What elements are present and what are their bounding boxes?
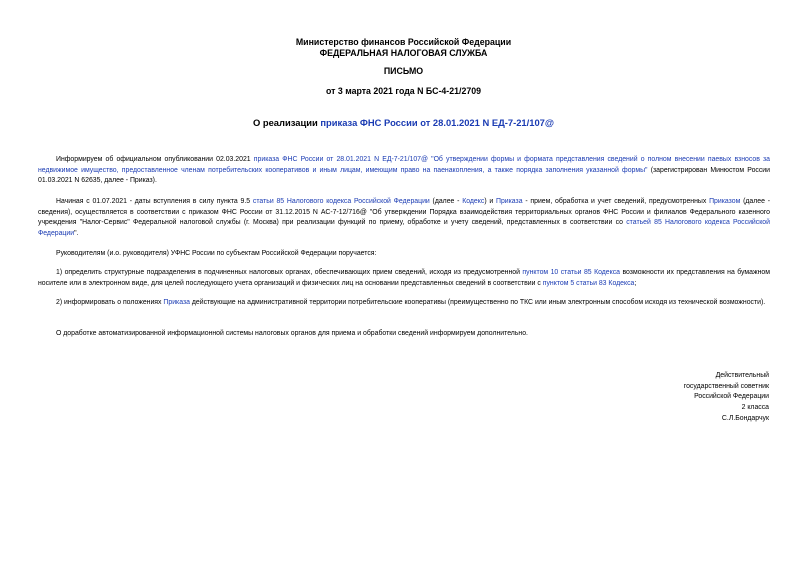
letter-header	[0, 37, 807, 59]
p2-text-2: (далее -	[429, 198, 463, 205]
p1-order-link[interactable]: приказа ФНС России от 28.01.2021 N ЕД-7-21/107@ "Об утверждении формы и формата представления сведений о полном внесении паевых взносов за недвижимое имущество, предоставленное членам потребительских кооперативов и иным лицам, имеющим право на паенакопления, а также порядка заполнения указанной формы"	[38, 156, 771, 174]
signature-block	[684, 371, 769, 425]
p1-text-1: Информируем об официальном опубликовании 02.03.2021	[56, 156, 254, 163]
paragraph-item-1	[38, 268, 770, 289]
paragraph-publication	[38, 155, 770, 187]
p4-article-85-p10-link[interactable]: пунктом 10 статьи 85 Кодекса	[522, 269, 621, 276]
signature-line-1: Действительный	[715, 372, 769, 379]
signature-name: С.Л.Бондарчук	[721, 414, 769, 422]
p1-text-2: (зарегистрирован Минюстом России 01.03.2021 N 62635, далее - Приказ).	[38, 166, 770, 185]
p4-article-83-p5-link[interactable]: пунктом 5 статьи 83 Кодекса	[542, 279, 635, 287]
p5-order-link[interactable]: Приказа	[163, 299, 190, 306]
service-name: ФЕДЕРАЛЬНАЯ НАЛОГОВАЯ СЛУЖБА	[319, 48, 488, 58]
p2-text-6: ".	[74, 229, 79, 237]
letter-subject	[0, 117, 807, 128]
p2-tax-code-link[interactable]: статьи 85 Налогового кодекса Российской Федерации	[252, 198, 430, 205]
p2-text-4: - прием, обработка и учет сведений, предусмотренных	[522, 198, 710, 205]
p2-text-3: ) и	[484, 198, 496, 205]
p4-text-2: возможности их представления на бумажном носителе или в электронном виде, для целей последующего учета организаций и физических лиц на основании представленных сведений в соответствии с	[38, 269, 770, 287]
ministry-name: Министерство финансов Российской Федерации	[295, 37, 512, 47]
p5-text-1: 2) информировать о положениях	[56, 299, 164, 306]
signature-line-4: 2 класса	[741, 404, 769, 412]
paragraph-closing: О доработке автоматизированной информационной системы налоговых органов для приема и обработки сведений информируем дополнительно.	[56, 330, 528, 337]
paragraph-item-2	[38, 298, 770, 309]
p2-article-85-link[interactable]: статьей 85 Налогового кодекса Российской Федерации	[38, 219, 770, 237]
p2-order-link[interactable]: Приказа	[496, 198, 523, 205]
p4-text-1: 1) определить структурные подразделения в подчиненных налоговых органах, обеспечивающих прием сведений, исходя из предусмотренной	[56, 269, 523, 276]
signature-line-2: государственный советник	[683, 382, 769, 390]
doc-date: от 3 марта 2021 года N БС-4-21/2709	[325, 86, 482, 96]
doc-type: ПИСЬМО	[383, 66, 424, 76]
p2-code-link[interactable]: Кодекс	[462, 198, 485, 205]
paragraph-procedure	[38, 197, 770, 239]
paragraph-instruction: Руководителям (и.о. руководителя) УФНС России по субъектам Российской Федерации поручается:	[56, 250, 377, 257]
subject-prefix: О реализации	[252, 117, 321, 128]
subject-order-link[interactable]: приказа ФНС России от 28.01.2021 N ЕД-7-21/107@	[320, 117, 555, 128]
p2-text-1: Начиная с 01.07.2021 - даты вступления в силу пункта 9.5	[56, 198, 253, 205]
p4-text-3: ;	[634, 279, 637, 287]
p2-text-5: (далее - сведения), осуществляется в соответствии с приказом ФНС России от 31.12.2015 N АС-7-12/716@ "Об утверждении Порядка взаимодействия территориальных органов ФНС России и филиалов Федерального казенного учреждения "Налог-Сервис" Федеральной налоговой службы (г. Москва) при реализации функций по приему, обработке и учету сведений, представленных в соответствии со	[38, 198, 770, 227]
p5-text-2: действующие на административной территории потребительские кооперативы (преимущественно по ТКС или иным электронным способом исходя из технической возможности).	[189, 299, 766, 306]
signature-line-3: Российской Федерации	[694, 393, 769, 401]
p2-order-link-2[interactable]: Приказом	[709, 198, 741, 205]
